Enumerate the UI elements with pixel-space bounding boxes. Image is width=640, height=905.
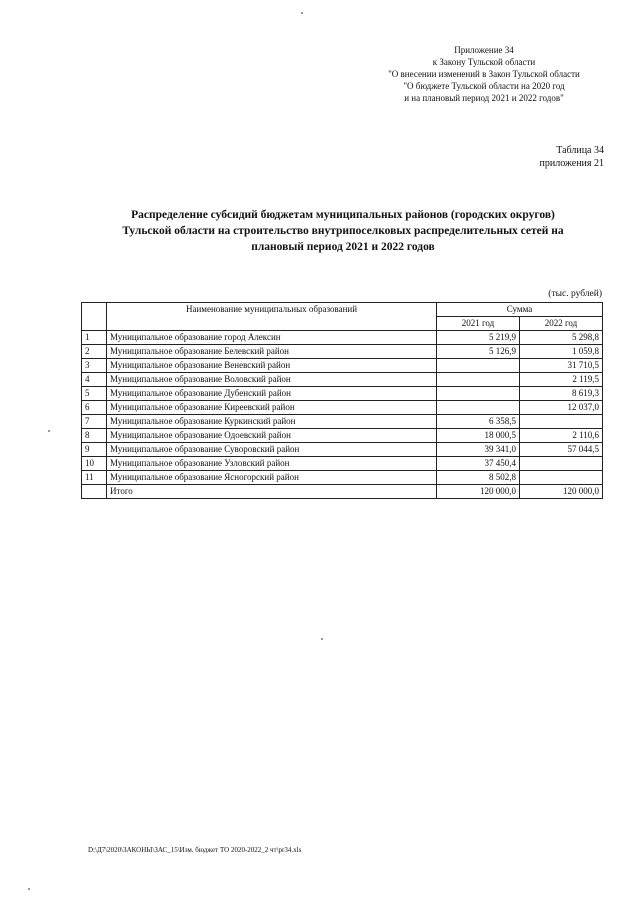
scan-speck [301, 12, 303, 14]
amount-2022 [520, 457, 603, 471]
table-row [82, 331, 603, 345]
table-row [82, 387, 603, 401]
table-row [82, 345, 603, 359]
row-number: 2 [82, 345, 107, 359]
table-row [82, 415, 603, 429]
appendix-line: к Закону Тульской области [432, 57, 536, 67]
amount-2021: 5 126,9 [437, 345, 520, 359]
row-number: 7 [82, 415, 107, 429]
table-row [82, 429, 603, 443]
row-number: 9 [82, 443, 107, 457]
table-reference-line: Таблица 34 [556, 145, 604, 156]
municipality-name: Муниципальное образование Куркинский район [107, 415, 437, 429]
amount-2021: 18 000,5 [437, 429, 520, 443]
sum-column-header: Сумма [437, 303, 603, 317]
municipality-name: Муниципальное образование Веневский район [107, 359, 437, 373]
amount-2022: 2 110,6 [520, 429, 603, 443]
subsidy-table [81, 302, 603, 499]
amount-2021: 37 450,4 [437, 457, 520, 471]
year-2022-header: 2022 год [520, 317, 603, 331]
row-number: 10 [82, 457, 107, 471]
amount-2022: 31 710,5 [520, 359, 603, 373]
amount-2022 [520, 471, 603, 485]
table-row [82, 373, 603, 387]
scan-speck [48, 430, 50, 432]
total-2022: 120 000,0 [520, 485, 603, 499]
table-row [82, 401, 603, 415]
title-line: Распределение субсидий бюджетам муниципальных районов (городских округов) [131, 209, 555, 221]
municipality-name: Муниципальное образование Суворовский район [107, 443, 437, 457]
amount-2021: 5 219,9 [437, 331, 520, 345]
table-row [82, 443, 603, 457]
municipality-name: Муниципальное образование Киреевский район [107, 401, 437, 415]
amount-2021 [437, 359, 520, 373]
table-header-row [82, 303, 603, 317]
row-number: 4 [82, 373, 107, 387]
amount-2021 [437, 373, 520, 387]
amount-2022: 1 059,8 [520, 345, 603, 359]
file-path-footer: D:\Д7\2020\ЗАКОНЫ\ЗАС_15\Изм. бюджет ТО 2020-2022_2 чт\pr34.xls [88, 846, 302, 854]
amount-2022: 5 298,8 [520, 331, 603, 345]
row-number: 6 [82, 401, 107, 415]
table-reference [514, 144, 604, 170]
municipality-name: Муниципальное образование Воловский район [107, 373, 437, 387]
appendix-line: и на плановый период 2021 и 2022 годов" [404, 93, 564, 103]
row-number: 5 [82, 387, 107, 401]
scan-speck [321, 638, 323, 640]
table-row [82, 359, 603, 373]
row-number: 11 [82, 471, 107, 485]
amount-2022 [520, 415, 603, 429]
amount-2021: 8 502,8 [437, 471, 520, 485]
municipality-name: Муниципальное образование Ясногорский район [107, 471, 437, 485]
appendix-header [364, 44, 604, 104]
amount-2021 [437, 387, 520, 401]
appendix-line: "О внесении изменений в Закон Тульской области [388, 69, 580, 79]
title-line: плановый период 2021 и 2022 годов [251, 241, 435, 253]
appendix-line: Приложение 34 [454, 45, 514, 55]
amount-2022: 2 119,5 [520, 373, 603, 387]
row-number: 8 [82, 429, 107, 443]
table-reference-line: приложения 21 [539, 158, 604, 169]
units-label: (тыс. рублей) [548, 289, 602, 299]
municipality-name: Муниципальное образование Белевский район [107, 345, 437, 359]
title-line: Тульской области на строительство внутрипоселковых распределительных сетей на [122, 225, 564, 237]
row-number: 3 [82, 359, 107, 373]
total-label: Итого [107, 485, 437, 499]
amount-2022: 8 619,3 [520, 387, 603, 401]
table-row [82, 457, 603, 471]
municipality-name: Муниципальное образование город Алексин [107, 331, 437, 345]
total-2021: 120 000,0 [437, 485, 520, 499]
document-title [88, 207, 598, 255]
total-row [82, 485, 603, 499]
year-2021-header: 2021 год [437, 317, 520, 331]
amount-2022: 57 044,5 [520, 443, 603, 457]
appendix-line: "О бюджете Тульской области на 2020 год [403, 81, 565, 91]
municipality-name: Муниципальное образование Узловский район [107, 457, 437, 471]
amount-2021: 39 341,0 [437, 443, 520, 457]
row-number: 1 [82, 331, 107, 345]
amount-2021: 6 358,5 [437, 415, 520, 429]
municipality-name: Муниципальное образование Дубенский район [107, 387, 437, 401]
row-number [82, 485, 107, 499]
scan-speck [28, 888, 30, 890]
amount-2021 [437, 401, 520, 415]
municipality-name: Муниципальное образование Одоевский район [107, 429, 437, 443]
number-header [82, 303, 107, 331]
name-column-header: Наименование муниципальных образований [107, 303, 437, 331]
amount-2022: 12 037,0 [520, 401, 603, 415]
table-row [82, 471, 603, 485]
